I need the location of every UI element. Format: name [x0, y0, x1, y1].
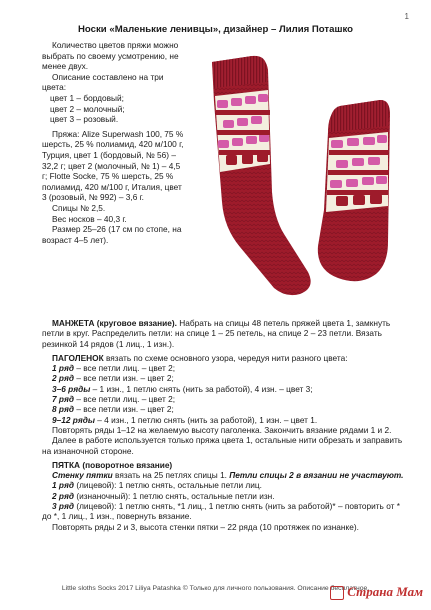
row-label: 1 ряд [52, 363, 75, 374]
legging-row [42, 394, 411, 404]
legging-repeat: Повторять ряды 1–12 на желаемую высоту паголенка. Закончить вязание рядами 1 и 2. [52, 424, 392, 435]
heel-wall-text: вязать на 25 петлях спицы 1. [112, 470, 230, 481]
heel-wall [42, 470, 411, 480]
row-label: 1 ряд [52, 480, 75, 491]
watermark-text: Страна Мам [347, 584, 423, 599]
legging-row [42, 373, 411, 383]
row-text: (лицевой): 1 петлю снять, остальные петли лиц. [74, 480, 262, 491]
heel-row [42, 491, 411, 501]
right-sock [318, 100, 390, 281]
legging-heading: ПАГОЛЕНОК [52, 352, 104, 363]
row-label: 2 ряд [52, 490, 75, 501]
legging-after: Далее в работе используется только пряжа цвета 1, остальные нити обрезать и заправить на изнаночной стороне. [42, 435, 403, 456]
row-label: 9–12 ряды [52, 414, 95, 425]
row-text: – все петли лиц. – цвет 2; [74, 363, 176, 374]
color-item: цвет 2 – молочный; [50, 103, 125, 114]
needles-size: Спицы № 2,5. [52, 202, 106, 213]
legging-section [42, 353, 411, 363]
legging-row [42, 404, 411, 414]
pattern-instructions [42, 318, 411, 532]
intro-colors-heading: Описание составлено на три цвета: [42, 71, 164, 93]
left-sock-colorwork [215, 90, 270, 172]
legging-row [42, 415, 411, 425]
color-item: цвет 1 – бордовый; [50, 92, 124, 103]
row-text: – все петли лиц. – цвет 2; [74, 394, 176, 405]
cuff-heading: МАНЖЕТА (круговое вязание). [52, 318, 177, 328]
row-text: – все петли изн. – цвет 2; [74, 404, 174, 415]
socks-photo [190, 42, 406, 307]
intro-block [42, 40, 187, 245]
watermark-logo-icon [330, 586, 344, 600]
row-text: (лицевой): 1 петлю снять, *1 лиц., 1 петлю снять (нить за работой)* – повторить от * до *, 1 лиц., 1 изн., повернуть вязание. [42, 501, 400, 522]
row-label: 2 ряд [52, 373, 75, 384]
document-title: Носки «Маленькие ленивцы», дизайнер – Лилия Поташко [78, 24, 353, 35]
heel-wall-label: Стенку пятки [52, 470, 113, 481]
socks-weight: Вес носков – 40,3 г. [52, 213, 127, 224]
cuff-section [42, 318, 411, 349]
footer-copyright: Little sloths Socks 2017 Liliya Patashka © Только для личного пользования. Описание бесплатное. [61, 585, 370, 592]
left-sock [212, 56, 311, 295]
site-watermark[interactable] [330, 584, 423, 600]
heel-row [42, 501, 411, 522]
heel-heading: ПЯТКА (поворотное вязание) [52, 459, 173, 470]
row-label: 7 ряд [52, 394, 75, 405]
row-text: – 1 изн., 1 петлю снять (нить за работой), 4 изн. – цвет 3; [90, 383, 313, 394]
intro-yarn-count: Количество цветов пряжи можно выбрать по своему усмотрению, не менее двух. [42, 40, 179, 72]
heel-repeat: Повторять ряды 2 и 3, высота стенки пятки – 22 ряда (10 протяжек по изнанке). [52, 521, 359, 532]
row-text: (изнаночный): 1 петлю снять, остальные петли изн. [74, 490, 275, 501]
cuff-text: Набрать на спицы 48 петель пряжей цвета 1, замкнуть петли в круг. Распределить петли: на спице 1 – 25 петель, на спице 2 – 23 петли. Вязать резинкой 14 рядов (1 лиц., 1 изн.). [42, 318, 391, 349]
row-label: 8 ряд [52, 404, 75, 415]
page-number: 1 [404, 12, 409, 21]
row-text: – все петли изн. – цвет 2; [74, 373, 174, 384]
heel-row [42, 480, 411, 490]
legging-text: вязать по схеме основного узора, чередуя нити разного цвета: [103, 352, 348, 363]
legging-row [42, 363, 411, 373]
row-label: 3–6 ряды [52, 383, 91, 394]
row-label: 3 ряд [52, 501, 75, 512]
legging-row [42, 384, 411, 394]
color-item: цвет 3 – розовый. [50, 114, 119, 125]
socks-size: Размер 25–26 (17 см по стопе, на возраст 4–5 лет). [42, 224, 182, 245]
heel-wall-note: Петли спицы 2 в вязании не участвуют. [229, 470, 404, 481]
row-text: – 4 изн., 1 петлю снять (нить за работой), 1 изн. – цвет 1. [94, 414, 318, 425]
yarn-description: Пряжа: Alize Superwash 100, 75 % шерсть, 25 % полиамид, 420 м/100 г, Турция, цвет 1 (бордовый, № 56) – 32,2 г; цвет 2 (молочный, № 1) – 4,5 г; Flotte Socke, 75 % шерсть, 25 % полиамид, 420 м/100 г, Италия, цвет 3 (розовый, № 992) – 3,6 г. [42, 128, 184, 203]
right-sock-colorwork [326, 132, 388, 212]
